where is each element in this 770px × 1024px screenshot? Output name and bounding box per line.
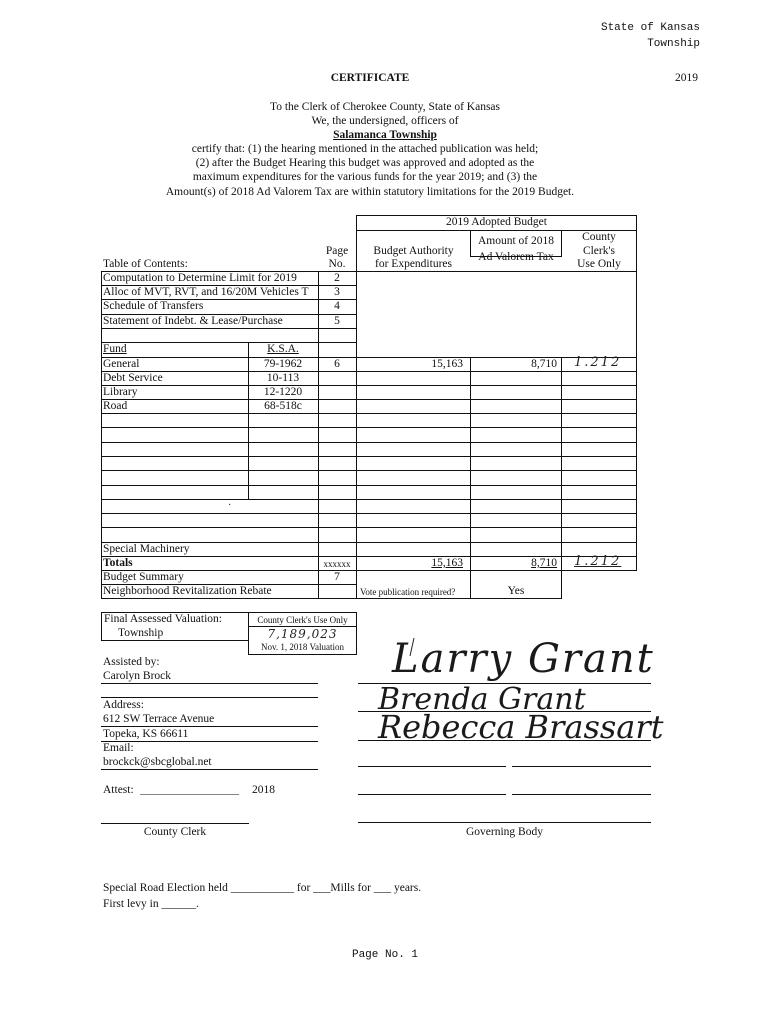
fund-ksa: 12-1220 bbox=[263, 386, 303, 398]
toc-row: Statement of Indebt. & Lease/Purchase bbox=[103, 315, 283, 327]
signature: Brenda Grant bbox=[378, 682, 586, 717]
address-label: Address: bbox=[103, 699, 144, 711]
first-levy-line: First levy in ______. bbox=[103, 898, 199, 910]
attest-label: Attest: bbox=[103, 784, 134, 796]
toc-row-page: 5 bbox=[334, 315, 340, 327]
totals-tax: 8,710 bbox=[531, 557, 557, 569]
adopted-budget-header: 2019 Adopted Budget bbox=[446, 216, 547, 228]
signature: Larry Grant bbox=[392, 636, 655, 682]
col-page-line1: Page bbox=[325, 245, 349, 257]
fund-label: Fund bbox=[103, 343, 127, 355]
township-name: Salamanca Township bbox=[333, 129, 437, 141]
signature: Rebecca Brassart bbox=[378, 708, 664, 746]
col-tax-line1: Amount of 2018 bbox=[477, 235, 555, 247]
valuation-value: 7,189,023 bbox=[267, 627, 338, 641]
address-line2: Topeka, KS 66611 bbox=[103, 728, 189, 740]
totals-label: Totals bbox=[103, 557, 133, 569]
fund-ksa: 68-518c bbox=[264, 400, 302, 412]
fund-rate: 1.212 bbox=[574, 355, 622, 370]
dot-mark: · bbox=[228, 500, 232, 511]
fund-name: Debt Service bbox=[103, 372, 163, 384]
attest-blank: __________________ bbox=[140, 784, 239, 796]
intro-line-3: certify that: (1) the hearing mentioned in the attached publication was held; bbox=[191, 143, 539, 155]
fund-page: 6 bbox=[334, 358, 340, 370]
email-value: brockck@sbcglobal.net bbox=[103, 756, 212, 768]
budget-year: 2019 bbox=[675, 72, 698, 84]
toc-row: Computation to Determine Limit for 2019 bbox=[103, 272, 297, 284]
col-clerk-line2: Clerk's bbox=[582, 245, 616, 257]
fund-ksa: 10-113 bbox=[266, 372, 300, 384]
budget-summary: Budget Summary bbox=[103, 571, 184, 583]
type-line: Township bbox=[647, 38, 700, 50]
ksa-label: K.S.A. bbox=[267, 343, 299, 355]
intro-line-2: We, the undersigned, officers of bbox=[311, 115, 459, 127]
toc-row-page: 3 bbox=[334, 286, 340, 298]
col-page-line2: No. bbox=[328, 258, 346, 270]
toc-row: Alloc of MVT, RVT, and 16/20M Vehicles T bbox=[103, 286, 309, 298]
election-line: Special Road Election held ___________ for ___Mills for ___ years. bbox=[103, 882, 422, 894]
fund-name: General bbox=[103, 358, 140, 370]
toc-label: Table of Contents: bbox=[103, 258, 188, 270]
col-tax-line2: Ad Valorem Tax bbox=[478, 251, 554, 263]
fund-budget: 15,163 bbox=[431, 358, 463, 370]
county-clerk-label: County Clerk bbox=[143, 826, 207, 838]
toc-row: Schedule of Transfers bbox=[103, 300, 204, 312]
intro-line-4: (2) after the Budget Hearing this budget was approved and adopted as the bbox=[195, 157, 535, 169]
toc-row-page: 2 bbox=[334, 272, 340, 284]
state-line: State of Kansas bbox=[600, 22, 700, 34]
fund-ksa: 79-1962 bbox=[263, 358, 303, 370]
totals-budget: 15,163 bbox=[431, 557, 463, 569]
attest-year: 2018 bbox=[252, 784, 275, 796]
address-line1: 612 SW Terrace Avenue bbox=[103, 713, 215, 725]
toc-row-page: 4 bbox=[334, 300, 340, 312]
page-number: Page No. 1 bbox=[351, 949, 418, 961]
totals-rate: 1.212 bbox=[574, 554, 622, 569]
vote-value: Yes bbox=[507, 585, 525, 597]
col-budget-line2: for Expenditures bbox=[375, 258, 452, 270]
assisted-name: Carolyn Brock bbox=[103, 670, 172, 682]
valuation-township: Township bbox=[118, 627, 164, 639]
budget-summary-page: 7 bbox=[334, 571, 340, 583]
clerk-use-label: County Clerk's Use Only bbox=[257, 615, 348, 625]
assisted-label: Assisted by: bbox=[103, 656, 160, 668]
certificate-title: CERTIFICATE bbox=[330, 72, 410, 84]
valuation-label: Final Assessed Valuation: bbox=[104, 613, 222, 625]
intro-line-5: maximum expenditures for the various funds for the year 2019; and (3) the bbox=[192, 171, 538, 183]
intro-line-6: Amount(s) of 2018 Ad Valorem Tax are within statutory limitations for the 2019 Budget. bbox=[165, 186, 575, 198]
fund-name: Road bbox=[103, 400, 128, 412]
special-machinery: Special Machinery bbox=[103, 543, 190, 555]
governing-body-label: Governing Body bbox=[466, 826, 543, 838]
valuation-date: Nov. 1, 2018 Valuation bbox=[261, 642, 344, 652]
col-clerk-line1: County bbox=[582, 231, 616, 243]
nrr-label: Neighborhood Revitalization Rebate bbox=[103, 585, 272, 597]
vote-label: Vote publication required? bbox=[360, 587, 456, 597]
col-clerk-line3: Use Only bbox=[577, 258, 621, 270]
totals-page: xxxxxx bbox=[323, 559, 351, 569]
email-label: Email: bbox=[103, 742, 134, 754]
pen-mark-icon bbox=[400, 636, 420, 658]
fund-name: Library bbox=[103, 386, 138, 398]
col-budget-line1: Budget Authority bbox=[373, 245, 454, 257]
fund-tax: 8,710 bbox=[531, 358, 557, 370]
intro-line-1: To the Clerk of Cherokee County, State of Kansas bbox=[270, 101, 500, 113]
